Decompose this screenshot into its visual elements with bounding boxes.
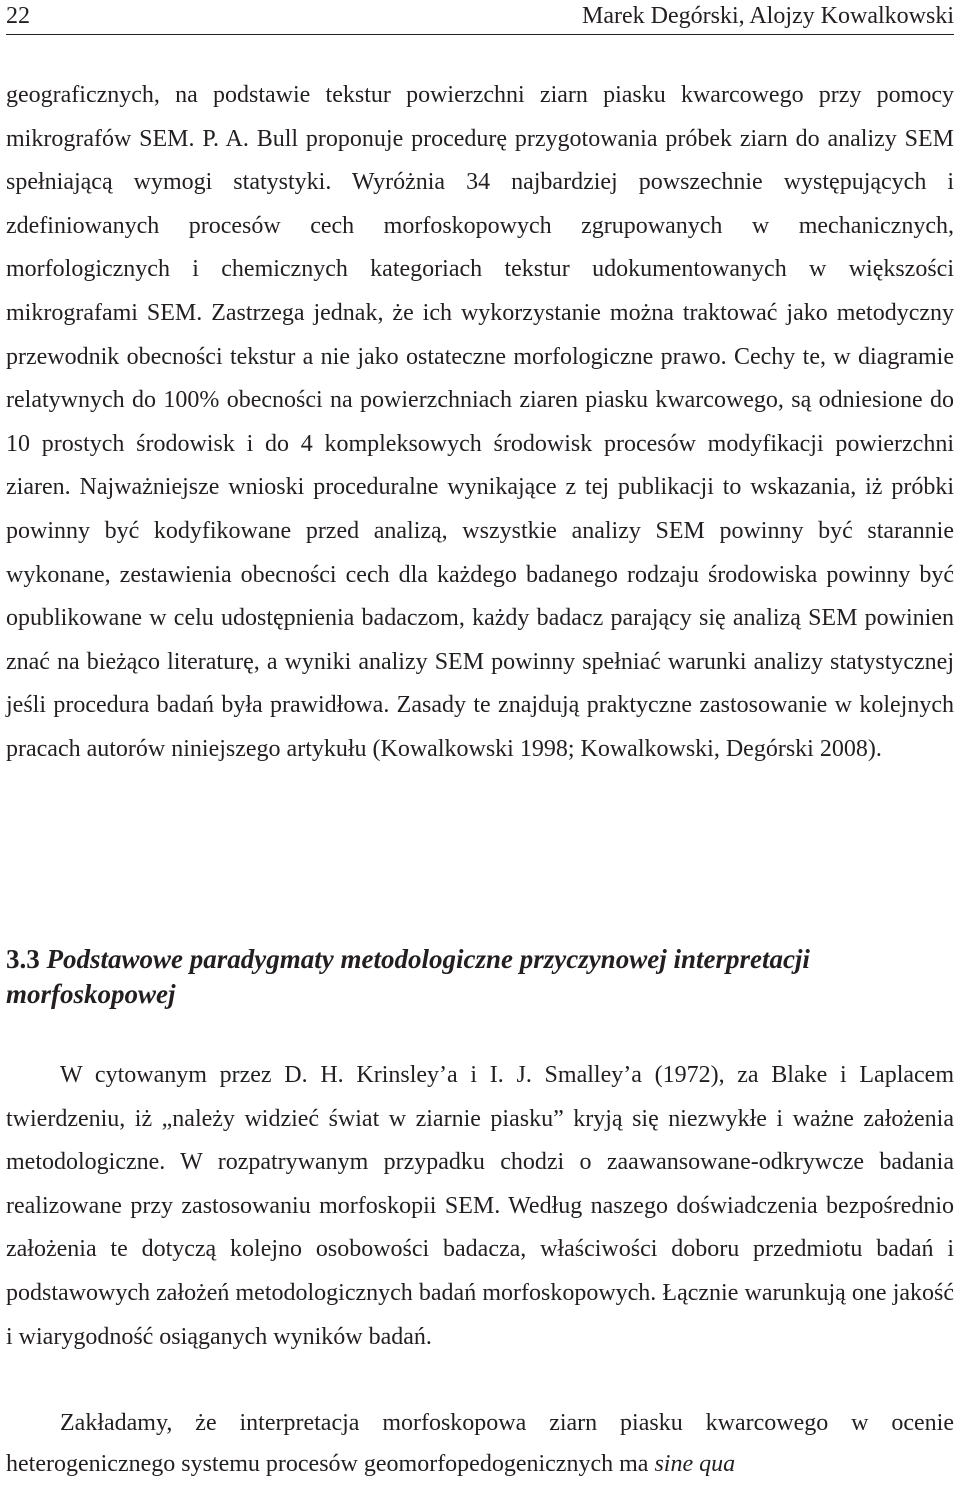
paragraph-3 — [6, 1403, 954, 1485]
paragraph-3-text: Zakładamy, że interpretacja morfoskopowa ziarn piasku kwarcowego w ocenie heterogenicznego systemu procesów geomorfopedogenicznych ma — [6, 1410, 954, 1477]
header-authors: Marek Degórski, Alojzy Kowalkowski — [582, 3, 954, 29]
running-header — [6, 0, 954, 35]
paragraph-2: W cytowanym przez D. H. Krinsley’a i I. J. Smalley’a (1972), za Blake i Laplacem twierdzeniu, iż „należy widzieć świat w ziarnie piasku” kryją się niezwykłe i ważne założenia metodologiczne. W rozpatrywanym przypadku chodzi o zaawansowane-odkrywcze badania realizowane przy zastosowaniu morfoskopii SEM. Według naszego doświadczenia bezpośrednio założenia te dotyczą kolejno osobowości badacza, właściwości doboru przedmiotu badań i podstawowych założeń metodologicznych badań morfoskopowych. Łącznie warunkują one jakość i wiarygodność osiąganych wyników badań. — [6, 1062, 954, 1350]
section-number: 3.3 — [6, 944, 40, 974]
section-title: Podstawowe paradygmaty metodologiczne przyczynowej interpretacji morfoskopowej — [6, 944, 810, 1009]
section-heading — [6, 942, 954, 1012]
page-number: 22 — [6, 3, 30, 29]
latin-phrase: sine qua — [654, 1451, 736, 1477]
paragraph-1: geograficznych, na podstawie tekstur powierzchni ziarn piasku kwarcowego przy pomocy mikrografów SEM. P. A. Bull proponuje procedurę przygotowania próbek ziarn do analizy SEM spełniającą wymogi statystyki. Wyróżnia 34 najbardziej powszechnie występujących i zdefiniowanych procesów cech morfoskopowych zgrupowanych w mechanicznych, morfologicznych i chemicznych kategoriach tekstur udokumentowanych w większości mikrografami SEM. Zastrzega jednak, że ich wykorzystanie można traktować jako metodyczny przewodnik obecności tekstur a nie jako ostateczne morfologiczne prawo. Cechy te, w diagramie relatywnych do 100% obecności na powierzchniach ziaren piasku kwarcowego, są odniesione do 10 prostych środowisk i do 4 kompleksowych środowisk procesów modyfikacji powierzchni ziaren. Najważniejsze wnioski proceduralne wynikające z tej publikacji to wskazania, iż próbki powinny być kodyfikowane przed analizą, wszystkie analizy SEM powinny być starannie wykonane, zestawienia obecności cech dla każdego badanego rodzaju środowiska powinny być opublikowane w celu udostępnienia badaczom, każdy badacz parający się analizą SEM powinien znać na bieżąco literaturę, a wyniki analizy SEM powinny spełniać warunki analizy statystycznej jeśli procedura badań była prawidłowa. Zasady te znajdują praktyczne zastosowanie w kolejnych pracach autorów niniejszego artykułu (Kowalkowski 1998; Kowalkowski, Degórski 2008). — [6, 82, 954, 762]
